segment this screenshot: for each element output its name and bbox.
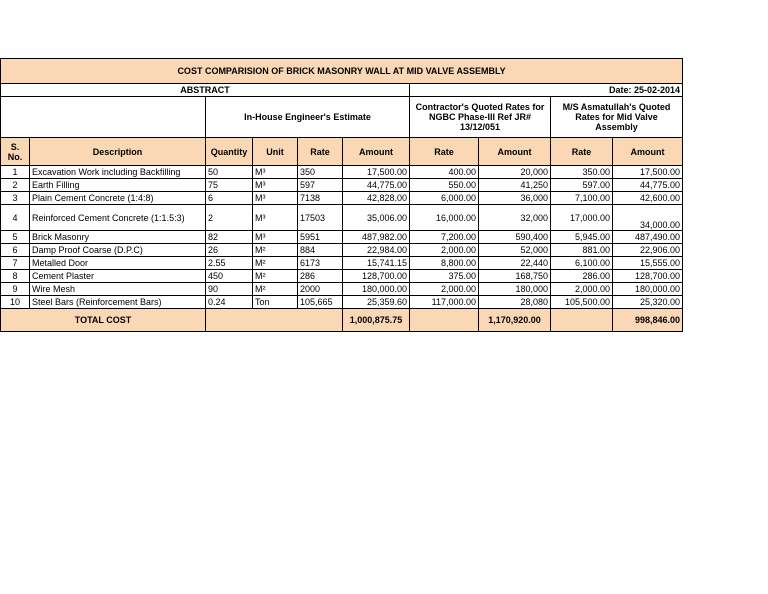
cell-description[interactable]: Reinforced Cement Concrete (1:1.5:3) [30,205,206,231]
table-row [1,296,683,309]
cell-amount[interactable]: 180,000.00 [343,283,410,296]
cell-quantity[interactable]: 90 [206,283,253,296]
cell-sno[interactable]: 3 [1,192,30,205]
cell-contractor-rate[interactable]: 117,000.00 [410,296,479,309]
cell-unit[interactable]: M³ [253,192,298,205]
cell-asmatullah-rate[interactable]: 105,500.00 [551,296,613,309]
cell-unit[interactable]: M³ [253,231,298,244]
cell-contractor-rate[interactable]: 8,800.00 [410,257,479,270]
cell-asmatullah-amount[interactable]: 128,700.00 [613,270,683,283]
cell-rate[interactable]: 286 [298,270,343,283]
cell-quantity[interactable]: 26 [206,244,253,257]
cell-contractor-rate[interactable]: 7,200.00 [410,231,479,244]
cell-contractor-rate[interactable]: 16,000.00 [410,205,479,231]
cell-asmatullah-amount[interactable]: 42,600.00 [613,192,683,205]
cell-description[interactable]: Wire Mesh [30,283,206,296]
cell-sno[interactable]: 5 [1,231,30,244]
cell-contractor-amount[interactable]: 180,000 [479,283,551,296]
cell-rate[interactable]: 7138 [298,192,343,205]
cell-asmatullah-amount[interactable]: 180,000.00 [613,283,683,296]
cell-sno[interactable]: 8 [1,270,30,283]
cell-amount[interactable]: 42,828.00 [343,192,410,205]
col-header-asmatullah-amount[interactable]: Amount [613,138,683,166]
col-header-quantity[interactable]: Quantity [206,138,253,166]
cell-contractor-rate[interactable]: 2,000.00 [410,283,479,296]
cell-unit[interactable]: M² [253,270,298,283]
asmatullah-group-header[interactable]: M/S Asmatullah's Quoted Rates for Mid Valve Assembly [551,97,683,138]
table-row [1,244,683,257]
cell-rate[interactable]: 5951 [298,231,343,244]
cell-asmatullah-rate[interactable]: 6,100.00 [551,257,613,270]
cell-amount[interactable]: 487,982.00 [343,231,410,244]
cell-quantity[interactable]: 75 [206,179,253,192]
col-header-contractor-rate[interactable]: Rate [410,138,479,166]
cell-unit[interactable]: M² [253,257,298,270]
cell-amount[interactable]: 25,359.60 [343,296,410,309]
cell-sno[interactable]: 4 [1,205,30,231]
cell-contractor-amount[interactable]: 41,250 [479,179,551,192]
blank-header-cell[interactable] [1,97,206,138]
cell-asmatullah-amount[interactable]: 44,775.00 [613,179,683,192]
cell-asmatullah-amount[interactable]: 25,320.00 [613,296,683,309]
cell-asmatullah-amount[interactable]: 17,500.00 [613,166,683,179]
table-row [1,166,683,179]
cell-contractor-amount[interactable]: 168,750 [479,270,551,283]
total-blank-3[interactable] [551,309,613,332]
table-row [1,179,683,192]
total-row [1,309,683,332]
cell-asmatullah-amount[interactable]: 22,906.00 [613,244,683,257]
cell-asmatullah-amount[interactable]: 487,490.00 [613,231,683,244]
total-label[interactable]: TOTAL COST [1,309,206,332]
cell-sno[interactable]: 9 [1,283,30,296]
cell-sno[interactable]: 7 [1,257,30,270]
cell-rate[interactable]: 6173 [298,257,343,270]
cell-contractor-amount[interactable]: 52,000 [479,244,551,257]
cell-rate[interactable]: 105,665 [298,296,343,309]
abstract-label[interactable]: ABSTRACT [1,84,410,97]
cell-rate[interactable]: 884 [298,244,343,257]
cell-amount[interactable]: 35,006.00 [343,205,410,231]
cell-contractor-amount[interactable]: 32,000 [479,205,551,231]
cell-description[interactable]: Cement Plaster [30,270,206,283]
cell-unit[interactable]: M² [253,244,298,257]
cell-unit[interactable]: Ton [253,296,298,309]
cell-asmatullah-rate[interactable]: 17,000.00 [551,205,613,231]
cell-description[interactable]: Earth Filling [30,179,206,192]
cell-contractor-rate[interactable]: 2,000.00 [410,244,479,257]
cell-description[interactable]: Damp Proof Coarse (D.P.C) [30,244,206,257]
contractor-group-header[interactable]: Contractor's Quoted Rates for NGBC Phase-III Ref JR# 13/12/051 [410,97,551,138]
total-blank-1[interactable] [206,309,343,332]
table-row [1,283,683,296]
cell-contractor-amount[interactable]: 20,000 [479,166,551,179]
cell-quantity[interactable]: 0.24 [206,296,253,309]
cell-asmatullah-amount[interactable]: 34,000.00 [613,205,683,231]
cell-amount[interactable]: 17,500.00 [343,166,410,179]
cell-rate[interactable]: 350 [298,166,343,179]
cell-asmatullah-rate[interactable]: 350.00 [551,166,613,179]
col-header-contractor-amount[interactable]: Amount [479,138,551,166]
table-row [1,231,683,244]
cell-asmatullah-rate[interactable]: 286.00 [551,270,613,283]
cell-quantity[interactable]: 6 [206,192,253,205]
col-header-rate[interactable]: Rate [298,138,343,166]
cell-quantity[interactable]: 50 [206,166,253,179]
table-row [1,192,683,205]
cell-sno[interactable]: 10 [1,296,30,309]
cell-description[interactable]: Excavation Work including Backfilling [30,166,206,179]
cell-description[interactable]: Brick Masonry [30,231,206,244]
cell-unit[interactable]: M³ [253,179,298,192]
total-contractor-amount[interactable]: 1,170,920.00 [479,309,551,332]
sheet-title[interactable]: COST COMPARISION OF BRICK MASONRY WALL AT MID VALVE ASSEMBLY [1,59,683,84]
cell-quantity[interactable]: 2.55 [206,257,253,270]
cell-asmatullah-amount[interactable]: 15,555.00 [613,257,683,270]
cell-contractor-rate[interactable]: 550.00 [410,179,479,192]
col-header-amount[interactable]: Amount [343,138,410,166]
table-row [1,270,683,283]
cell-contractor-rate[interactable]: 375.00 [410,270,479,283]
table-row [1,205,683,231]
cell-unit[interactable]: M² [253,283,298,296]
cell-unit[interactable]: M³ [253,205,298,231]
col-header-asmatullah-rate[interactable]: Rate [551,138,613,166]
cell-sno[interactable]: 6 [1,244,30,257]
cell-contractor-rate[interactable]: 400.00 [410,166,479,179]
col-header-sno[interactable]: S. No. [1,138,30,166]
cell-description[interactable]: Plain Cement Concrete (1:4:8) [30,192,206,205]
cell-description[interactable]: Metalled Door [30,257,206,270]
table-row [1,257,683,270]
cell-asmatullah-rate[interactable]: 597.00 [551,179,613,192]
total-blank-2[interactable] [410,309,479,332]
cell-contractor-amount[interactable]: 590,400 [479,231,551,244]
cell-asmatullah-rate[interactable]: 5,945.00 [551,231,613,244]
cell-contractor-amount[interactable]: 36,000 [479,192,551,205]
cell-description[interactable]: Steel Bars (Reinforcement Bars) [30,296,206,309]
cost-comparison-table [0,58,683,332]
cell-quantity[interactable]: 450 [206,270,253,283]
total-inhouse-amount[interactable]: 1,000,875.75 [343,309,410,332]
cell-contractor-rate[interactable]: 6,000.00 [410,192,479,205]
cell-quantity[interactable]: 2 [206,205,253,231]
cell-sno[interactable]: 2 [1,179,30,192]
cell-quantity[interactable]: 82 [206,231,253,244]
cell-contractor-amount[interactable]: 22,440 [479,257,551,270]
cell-unit[interactable]: M³ [253,166,298,179]
cell-rate[interactable]: 17503 [298,205,343,231]
cell-asmatullah-rate[interactable]: 7,100.00 [551,192,613,205]
col-header-description[interactable]: Description [30,138,206,166]
date-cell[interactable]: Date: 25-02-2014 [410,84,683,97]
cell-rate[interactable]: 597 [298,179,343,192]
inhouse-group-header[interactable]: In-House Engineer's Estimate [206,97,410,138]
cell-amount[interactable]: 22,984.00 [343,244,410,257]
total-asmatullah-amount[interactable]: 998,846.00 [613,309,683,332]
cell-amount[interactable]: 15,741.15 [343,257,410,270]
cell-sno[interactable]: 1 [1,166,30,179]
cell-amount[interactable]: 44,775.00 [343,179,410,192]
cell-contractor-amount[interactable]: 28,080 [479,296,551,309]
cell-rate[interactable]: 2000 [298,283,343,296]
cell-asmatullah-rate[interactable]: 2,000.00 [551,283,613,296]
cell-amount[interactable]: 128,700.00 [343,270,410,283]
cell-asmatullah-rate[interactable]: 881.00 [551,244,613,257]
col-header-unit[interactable]: Unit [253,138,298,166]
